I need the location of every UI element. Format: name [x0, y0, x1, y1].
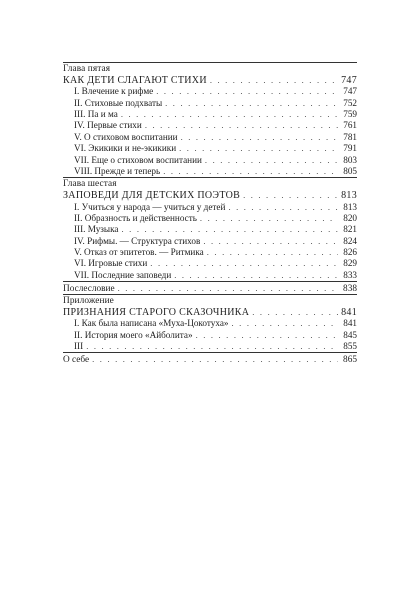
dot-leader: [205, 155, 338, 166]
dot-leader: [165, 98, 338, 109]
dot-leader: [228, 202, 338, 213]
entry-label: Послесловие: [63, 283, 115, 294]
dot-leader: [207, 247, 338, 258]
dot-leader: [122, 224, 338, 235]
chapter-heading: Глава шестая: [63, 178, 117, 189]
appendix-block: [63, 294, 357, 352]
entry-label: II. Образность и действенность: [74, 212, 197, 223]
entry-label: VII. Последние заповеди: [74, 269, 172, 280]
toc-entry: [63, 247, 357, 258]
dot-leader: [174, 270, 338, 281]
dot-leader: [156, 86, 338, 97]
page-number: 865: [343, 354, 357, 365]
page-number: 747: [343, 86, 357, 97]
entry-label: III. Па и ма: [74, 108, 118, 119]
chapter-title-row: [63, 190, 357, 201]
dot-leader: [252, 307, 338, 318]
entry-label: III: [74, 341, 84, 352]
dot-leader: [181, 132, 338, 143]
entry-label: I. Влечение к рифме: [74, 86, 154, 97]
dot-leader: [196, 330, 338, 341]
toc-entry-afterword: [63, 283, 357, 294]
appendix-title: ПРИЗНАНИЯ СТАРОГО СКАЗОЧНИКА: [63, 306, 250, 318]
entry-label: VII. Еще о стиховом воспитании: [74, 154, 202, 165]
page-number: 747: [341, 74, 357, 86]
page-number: 759: [343, 108, 357, 119]
toc-entry: [63, 166, 357, 177]
toc-entry: [63, 236, 357, 247]
entry-label: VI. Экикики и не-экикики: [74, 143, 177, 154]
toc-entry: [63, 202, 357, 213]
entry-label: II. Стиховые подхваты: [74, 97, 163, 108]
dot-leader: [210, 75, 338, 86]
toc-entry: [63, 132, 357, 143]
chapter-title: КАК ДЕТИ СЛАГАЮТ СТИХИ: [63, 74, 207, 86]
page-number: 824: [343, 235, 357, 246]
toc-entry: [63, 341, 357, 352]
toc-entry: [63, 98, 357, 109]
page-number: 826: [343, 247, 357, 258]
page-number: 752: [343, 97, 357, 108]
entry-label: III. Музыка: [74, 224, 119, 235]
dot-leader: [121, 109, 338, 120]
page-number: 791: [343, 143, 357, 154]
chapter-title-row: [63, 75, 357, 86]
toc-entry: [63, 109, 357, 120]
page-number: 803: [343, 154, 357, 165]
entry-label: IV. Первые стихи: [74, 120, 142, 131]
chapter-heading: Глава пятая: [63, 63, 111, 74]
appendix-title-row: [63, 307, 357, 318]
page-number: 845: [343, 329, 357, 340]
page-number: 820: [343, 212, 357, 223]
page-number: 813: [341, 190, 357, 202]
page-number: 833: [343, 269, 357, 280]
entry-label: V. Отказ от эпитетов. — Ритмика: [74, 247, 204, 258]
toc-entry: [63, 120, 357, 131]
chapter-title: ЗАПОВЕДИ ДЛЯ ДЕТСКИХ ПОЭТОВ: [63, 190, 241, 202]
entry-label: V. О стиховом воспитании: [74, 131, 178, 142]
toc-entry: [63, 330, 357, 341]
page-number: 829: [343, 258, 357, 269]
toc-entry: [63, 213, 357, 224]
toc-entry: [63, 318, 357, 329]
dot-leader: [203, 236, 338, 247]
page-number: 841: [343, 318, 357, 329]
dot-leader: [163, 166, 338, 177]
toc-entry: [63, 143, 357, 154]
page-number: 805: [343, 165, 357, 176]
page-number: 821: [343, 224, 357, 235]
dot-leader: [92, 354, 338, 365]
page-number: 813: [343, 201, 357, 212]
entry-label: II. История моего «Айболита»: [74, 329, 193, 340]
table-of-contents: [63, 62, 357, 365]
page-number: 841: [341, 306, 357, 318]
dot-leader: [232, 318, 338, 329]
toc-entry: [63, 258, 357, 269]
dot-leader: [150, 258, 338, 269]
dot-leader: [200, 213, 338, 224]
entry-label: VIII. Прежде и теперь: [74, 165, 161, 176]
appendix-heading: Приложение: [63, 295, 114, 306]
page-number: 761: [343, 120, 357, 131]
afterword-block: [63, 281, 357, 294]
dot-leader: [86, 341, 338, 352]
dot-leader: [145, 120, 338, 131]
toc-entry: [63, 86, 357, 97]
dot-leader: [179, 143, 338, 154]
dot-leader: [118, 283, 338, 294]
entry-label: О себе: [63, 354, 90, 365]
chapter-5-block: [63, 62, 357, 177]
page-number: 781: [343, 131, 357, 142]
page-number: 855: [343, 341, 357, 352]
about-block: [63, 352, 357, 365]
toc-entry: [63, 224, 357, 235]
entry-label: I. Учиться у народа — учиться у детей: [74, 201, 226, 212]
entry-label: VI. Игровые стихи: [74, 258, 148, 269]
entry-label: I. Как была написана «Муха-Цокотуха»: [74, 318, 229, 329]
dot-leader: [243, 190, 338, 201]
entry-label: IV. Рифмы. — Структура стихов: [74, 235, 201, 246]
toc-entry-about: [63, 354, 357, 365]
toc-entry: [63, 155, 357, 166]
chapter-6-block: [63, 177, 357, 281]
toc-entry: [63, 270, 357, 281]
page-number: 838: [343, 283, 357, 294]
